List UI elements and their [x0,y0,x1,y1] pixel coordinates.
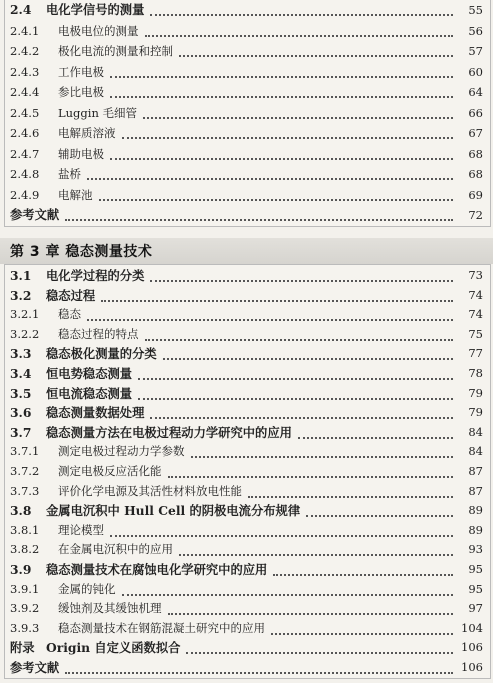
toc-entry-page: 64 [468,85,483,99]
toc-entry-title: 稳态测量方法在电极过程动力学研究中的应用 [46,424,292,440]
toc-entry-number: 2.4.7 [10,146,40,161]
toc-entry-title: 缓蚀剂及其缓蚀机理 [58,601,162,616]
toc-entry-title: 金属的钝化 [58,581,116,596]
toc-entry-number: 2.4 [10,2,32,17]
toc-entry[interactable] [0,0,493,21]
dot-leader [122,594,453,596]
toc-entry-page: 68 [468,146,483,161]
toc-entry-page: 74 [468,287,483,302]
toc-entry[interactable] [0,580,493,600]
toc-entry[interactable] [0,185,493,206]
dot-leader [191,456,453,458]
toc-entry[interactable] [0,21,493,42]
toc-entry-title: 在金属电沉积中的应用 [58,542,173,557]
toc-entry-page: 78 [468,365,483,380]
toc-entry-page: 79 [468,385,483,400]
toc-entry-title: 电极电位的测量 [58,23,139,38]
toc-entry-title: 稳态过程 [46,287,96,303]
toc-entry-title: 评价化学电源及其活性材料放电性能 [58,483,242,498]
toc-entry[interactable] [0,364,493,384]
toc-entry-number: 3.9.1 [10,581,40,596]
toc-entry[interactable] [0,403,493,423]
toc-entry[interactable] [0,482,493,502]
toc-entry-page: 84 [468,444,483,459]
toc-entry-number: 附录 [10,640,35,656]
toc-entry-page: 66 [468,105,483,120]
toc-entry-page: 93 [468,542,483,557]
toc-entry-title: 工作电极 [58,64,104,79]
toc-entry[interactable] [0,62,493,83]
toc-entry[interactable] [0,41,493,62]
toc-entry-page: 89 [468,522,483,537]
toc-entry-title: 电化学过程的分类 [46,268,145,283]
toc-entry[interactable] [0,540,493,560]
toc-entry[interactable] [0,305,493,325]
toc-entry-number: 3.2.2 [10,326,40,341]
toc-entry-title: 辅助电极 [58,146,104,161]
toc-entry-title: 参考文献 [10,207,60,222]
toc-entry[interactable] [0,266,493,286]
dot-leader [298,437,453,439]
toc-entry[interactable] [0,658,493,678]
toc-entry[interactable] [0,286,493,306]
dot-leader [87,178,453,180]
toc-entry-title: 盐桥 [58,167,81,181]
dot-leader [99,199,453,201]
toc-section-bottom [0,266,493,677]
dot-leader [150,14,453,16]
toc-entry[interactable] [0,599,493,619]
dot-leader [138,398,453,400]
toc-entry-title: 稳态测量数据处理 [46,405,145,421]
dot-leader [65,672,453,674]
toc-entry-page: 69 [468,187,483,202]
toc-entry[interactable] [0,462,493,482]
toc-entry-number: 2.4.1 [10,23,40,38]
toc-entry-title: 极化电流的测量和控制 [58,44,173,58]
dot-leader [145,339,453,341]
toc-entry[interactable] [0,442,493,462]
toc-entry[interactable] [0,560,493,580]
toc-entry-page: 95 [468,581,483,596]
dot-leader [110,76,453,78]
toc-entry-title: 测定电极过程动力学参数 [58,444,185,459]
toc-entry-title: 参比电极 [58,85,104,99]
dot-leader [145,35,453,37]
dot-leader [248,496,453,498]
toc-entry[interactable] [0,164,493,185]
dot-leader [122,137,453,139]
dot-leader [168,613,453,615]
toc-entry[interactable] [0,144,493,165]
toc-entry-title: 稳态测量技术在腐蚀电化学研究中的应用 [46,561,268,577]
dot-leader [273,574,453,576]
toc-entry-title: 理论模型 [58,522,104,537]
toc-entry-title: 稳态 [58,307,81,322]
toc-entry-page: 87 [468,483,483,498]
toc-entry-number: 3.4 [10,365,32,381]
toc-entry-title: 电解池 [58,187,93,202]
toc-entry[interactable] [0,205,493,226]
toc-entry-title: 电化学信号的测量 [46,2,145,17]
toc-entry[interactable] [0,123,493,144]
toc-entry[interactable] [0,384,493,404]
dot-leader [65,219,453,221]
toc-entry-title: Luggin 毛细管 [58,105,138,120]
toc-entry-page: 55 [468,3,483,17]
toc-entry-title: 稳态过程的特点 [58,326,139,341]
toc-entry[interactable] [0,423,493,443]
toc-entry-page: 95 [468,561,483,576]
toc-entry-page: 84 [468,424,483,439]
chapter-heading-bar [0,238,493,264]
toc-entry-page: 97 [468,601,483,616]
toc-entry[interactable] [0,82,493,103]
dot-leader [110,96,453,98]
toc-entry-number: 2.4.3 [10,64,40,79]
toc-entry-page: 60 [468,64,483,79]
toc-entry-number: 2.4.6 [10,126,40,140]
toc-entry-page: 89 [468,503,483,518]
dot-leader [179,554,453,556]
chapter-title: 第 3 章 稳态测量技术 [10,244,153,260]
toc-entry-number: 2.4.9 [10,187,40,202]
toc-entry-number: 3.2.1 [10,307,40,322]
toc-entry-number: 3.7 [10,424,32,440]
toc-entry-number: 3.2 [10,287,32,303]
dot-leader [101,300,453,302]
toc-entry-number: 2.4.8 [10,167,40,181]
toc-entry-page: 79 [468,405,483,420]
toc-entry-number: 2.4.2 [10,44,40,58]
toc-entry-number: 3.7.1 [10,444,40,459]
toc-entry-page: 75 [468,326,483,341]
toc-entry-number: 3.8.2 [10,542,40,557]
dot-leader [110,535,453,537]
dot-leader [138,378,453,380]
toc-entry[interactable] [0,638,493,658]
toc-entry-page: 104 [461,620,483,635]
toc-entry[interactable] [0,325,493,345]
toc-entry-number: 3.5 [10,385,32,401]
toc-entry[interactable] [0,103,493,124]
dot-leader [306,515,453,517]
toc-entry-number: 3.9 [10,561,32,577]
toc-entry-page: 106 [461,640,483,655]
toc-entry[interactable] [0,521,493,541]
toc-section-top [0,0,493,226]
dot-leader [143,117,453,119]
dot-leader [110,158,453,160]
dot-leader [179,55,453,57]
toc-entry-number: 3.7.2 [10,463,40,478]
toc-entry-page: 56 [468,23,483,38]
toc-entry-number: 3.6 [10,405,32,421]
toc-entry-title: 金属电沉积中 Hull Cell 的阴极电流分布规律 [46,503,301,519]
dot-leader [271,633,453,635]
toc-entry-title: 恒电势稳态测量 [46,365,133,381]
toc-entry-number: 3.9.2 [10,601,40,616]
toc-entry-number: 3.9.3 [10,620,40,635]
dot-leader [186,652,453,654]
toc-entry-page: 68 [468,167,483,181]
toc-entry-title: 稳态极化测量的分类 [46,346,157,362]
toc-entry-number: 3.1 [10,268,32,283]
toc-entry-number: 2.4.4 [10,85,40,99]
toc-entry[interactable] [0,619,493,639]
toc-entry[interactable] [0,344,493,364]
toc-entry-title: 恒电流稳态测量 [46,385,133,401]
toc-entry-number: 3.8.1 [10,522,40,537]
toc-entry-title: 参考文献 [10,659,60,675]
toc-entry-title: Origin 自定义函数拟合 [46,640,181,656]
toc-entry-title: 稳态测量技术在钢筋混凝土研究中的应用 [58,620,265,635]
toc-entry-page: 87 [468,463,483,478]
toc-entry-number: 3.7.3 [10,483,40,498]
toc-entry-page: 73 [468,268,483,282]
dot-leader [87,319,453,321]
toc-entry[interactable] [0,501,493,521]
toc-entry-title: 电解质溶液 [58,126,116,140]
dot-leader [168,476,453,478]
toc-entry-number: 2.4.5 [10,105,40,120]
toc-entry-page: 106 [461,659,483,674]
toc-entry-number: 3.8 [10,503,32,519]
dot-leader [163,358,453,360]
toc-entry-title: 测定电极反应活化能 [58,463,162,478]
toc-entry-number: 3.3 [10,346,32,362]
toc-entry-page: 74 [468,307,483,322]
toc-entry-page: 57 [468,44,483,58]
dot-leader [150,417,453,419]
toc-entry-page: 72 [468,208,483,222]
toc-entry-page: 77 [468,346,483,361]
toc-entry-page: 67 [468,126,483,140]
dot-leader [150,280,453,282]
